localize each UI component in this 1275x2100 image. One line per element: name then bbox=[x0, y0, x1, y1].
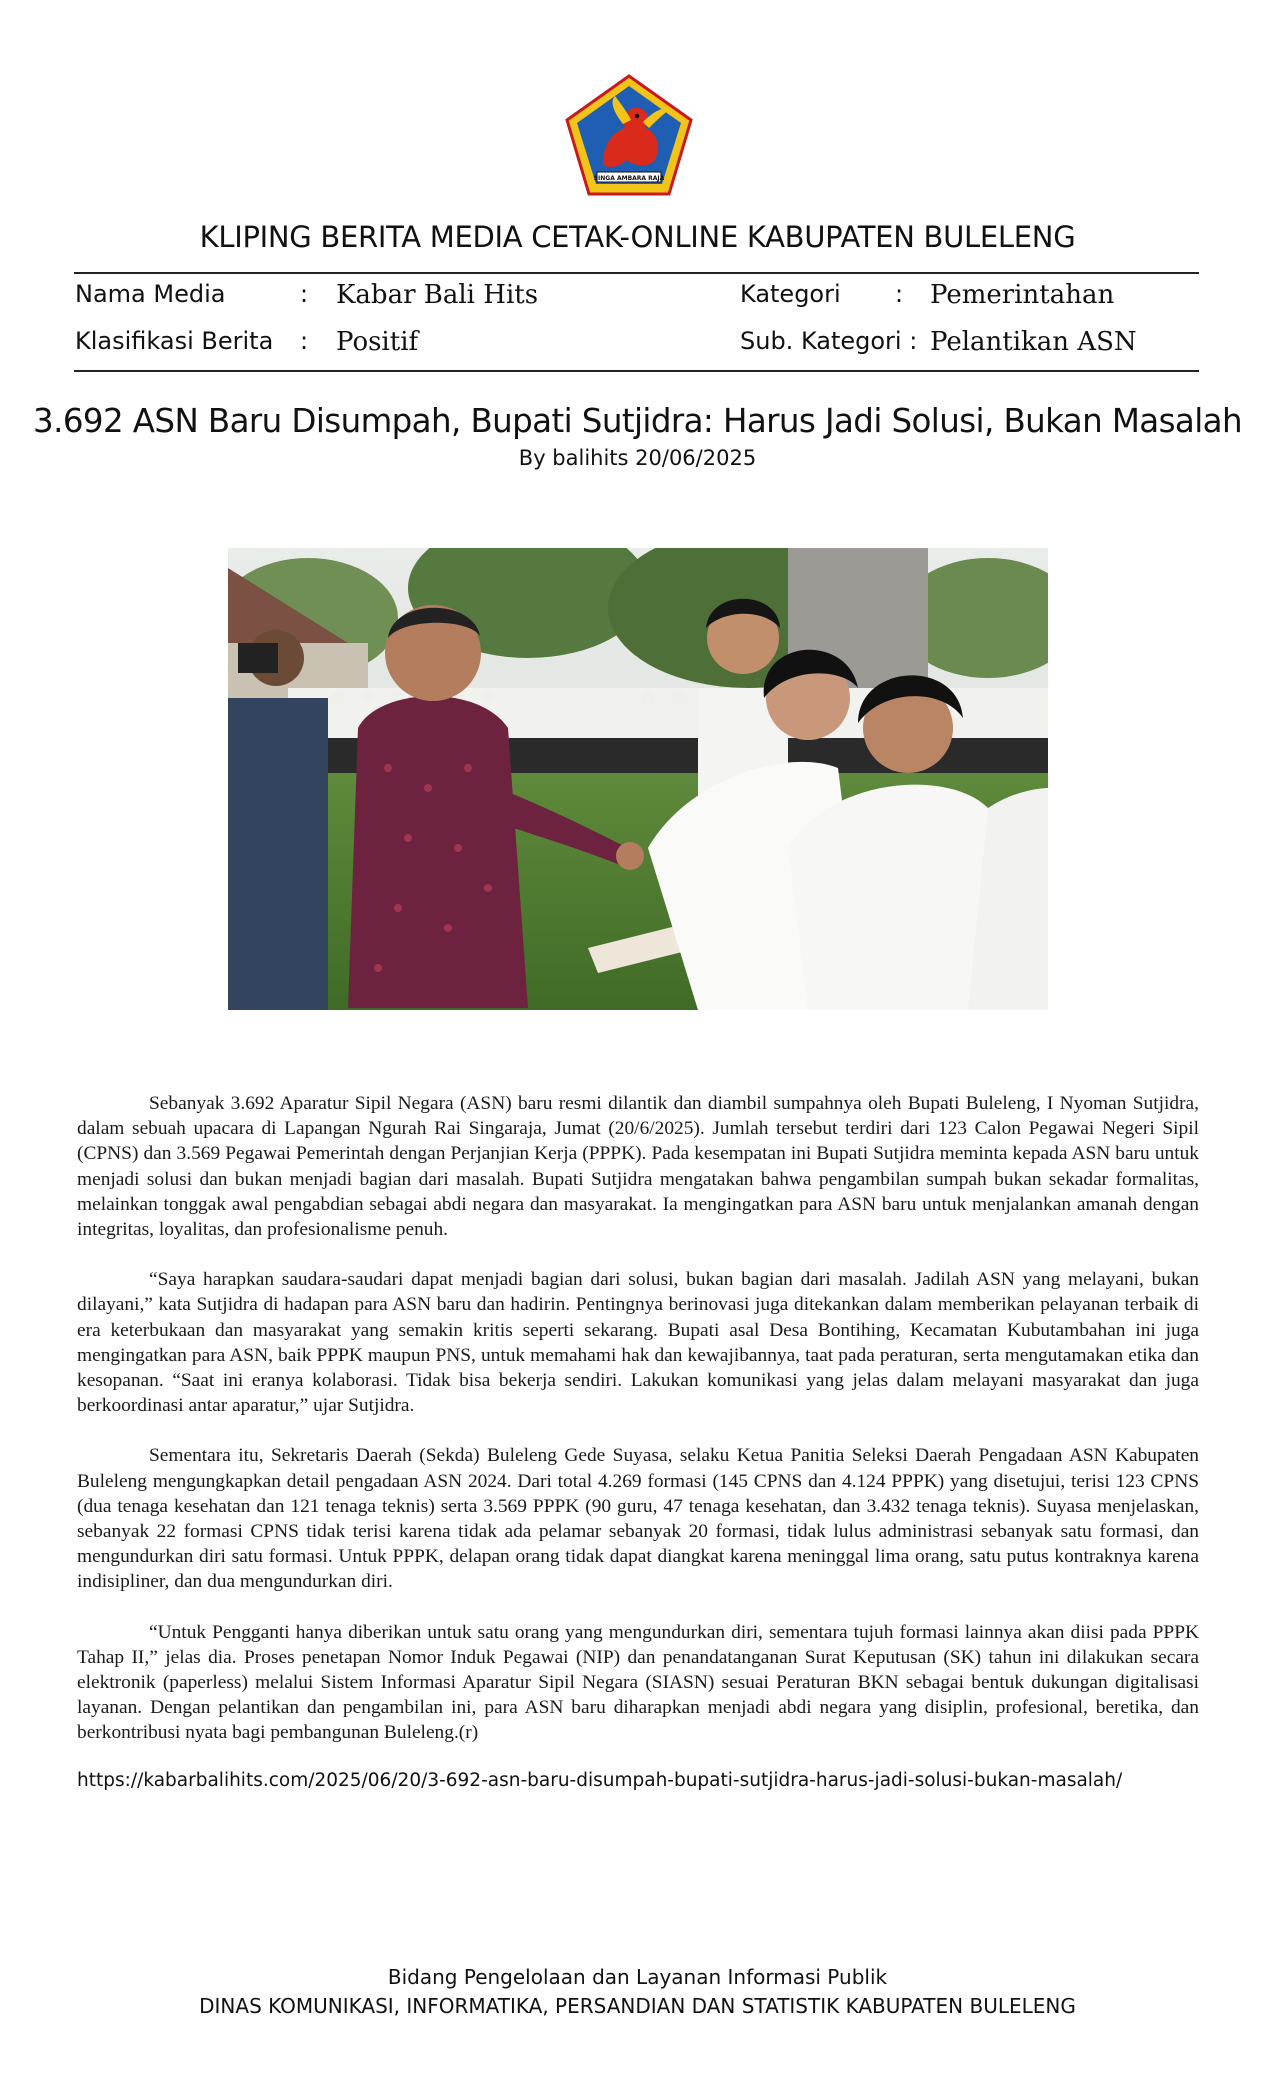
footer-agency: DINAS KOMUNIKASI, INFORMATIKA, PERSANDIAN DAN STATISTIK KABUPATEN BULELENG bbox=[199, 1994, 1076, 2018]
klasifikasi-value: Positif bbox=[336, 327, 419, 357]
header-divider-bottom bbox=[74, 370, 1199, 372]
article-body bbox=[77, 1091, 1199, 1771]
header-divider-top bbox=[74, 272, 1199, 274]
article-byline: By balihits 20/06/2025 bbox=[518, 446, 757, 470]
article-paragraph: Sebanyak 3.692 Aparatur Sipil Negara (ASN) baru resmi dilantik dan diambil sumpahnya oleh Bupati Buleleng, I Nyoman Sutjidra, dalam sebuah upacara di Lapangan Ngurah Rai Singaraja, Jumat (20/6/2025). Jumlah tersebut terdiri dari 123 Calon Pegawai Negeri Sipil (CPNS) dan 3.569 Pegawai Pemerintah dengan Perjanjian Kerja (PPPK). Pada kesempatan ini Bupati Sutjidra meminta kepada ASN baru untuk menjadi solusi dan bukan menjadi bagian dari masalah. Bupati Sutjidra mengatakan bahwa pengambilan sumpah bukan sekadar formalitas, melainkan tonggak awal pengabdian sebagai abdi negara dan masyarakat. Ia mengingatkan para ASN baru untuk menjalankan amanah dengan integritas, loyalitas, dan profesionalisme penuh. bbox=[77, 1093, 1199, 1241]
media-value: Kabar Bali Hits bbox=[336, 280, 539, 310]
footer-division: Bidang Pengelolaan dan Layanan Informasi Publik bbox=[387, 1965, 888, 1989]
subkategori-value: Pelantikan ASN bbox=[930, 327, 1137, 357]
klasifikasi-label: Klasifikasi Berita bbox=[75, 327, 274, 355]
article-headline: 3.692 ASN Baru Disumpah, Bupati Sutjidra: Harus Jadi Solusi, Bukan Masalah bbox=[33, 402, 1242, 440]
media-label: Nama Media bbox=[75, 280, 226, 308]
singa-ambara-raja-crest-icon bbox=[563, 74, 695, 198]
kategori-value: Pemerintahan bbox=[930, 280, 1115, 310]
article-paragraph: “Saya harapkan saudara-saudari dapat menjadi bagian dari solusi, bukan bagian dari masalah. Jadilah ASN yang melayani, bukan dilayani,” kata Sutjidra di hadapan para ASN baru dan hadirin. Pentingnya berinovasi juga ditekankan dalam memberikan pelayanan terbaik di era keterbukaan dan masyarakat yang semakin kritis seperti sekarang. Bupati asal Desa Bontihing, Kecamatan Kubutambahan ini juga mengingatkan para ASN, baik PPPK maupun PNS, untuk memahami hak dan kewajibannya, taat pada peraturan, serta mengutamakan etika dan kesopanan. “Saat ini eranya kolaborasi. Tidak bisa bekerja sendiri. Lakukan komunikasi yang jelas dalam melayani masyarakat dan juga berkoordinasi antar aparatur,” ujar Sutjidra. bbox=[77, 1269, 1199, 1417]
ceremony-handshake-photo bbox=[228, 548, 1048, 1010]
source-link[interactable]: https://kabarbalihits.com/2025/06/20/3-692-asn-baru-disumpah-bupati-sutjidra-harus-jadi-solusi-bukan-masalah/ bbox=[77, 1770, 1123, 1791]
document-title: KLIPING BERITA MEDIA CETAK-ONLINE KABUPATEN BULELENG bbox=[199, 220, 1076, 254]
article-paragraph: Sementara itu, Sekretaris Daerah (Sekda) Buleleng Gede Suyasa, selaku Ketua Panitia Seleksi Daerah Pengadaan ASN Kabupaten Buleleng mengungkapkan detail pengadaan ASN 2024. Dari total 4.269 formasi (145 CPNS dan 4.124 PPPK) yang disetujui, terisi 123 CPNS (dua tenaga kesehatan dan 121 tenaga teknis) serta 3.569 PPPK (90 guru, 47 tenaga kesehatan, dan 3.432 tenaga teknis). Suyasa menjelaskan, sebanyak 22 formasi CPNS tidak terisi karena tidak ada pelamar sebanyak 20 formasi, tidak lulus administrasi sebanyak satu formasi, dan mengundurkan diri satu formasi. Untuk PPPK, delapan orang tidak dapat diangkat karena meninggal lima orang, satu putus kontraknya karena indisipliner, dan dua mengundurkan diri. bbox=[77, 1445, 1199, 1593]
subkategori-label: Sub. Kategori : bbox=[740, 327, 918, 355]
logo-ribbon-text: SINGA AMBARA RAJA bbox=[593, 175, 665, 182]
kategori-colon: : bbox=[895, 280, 904, 308]
kategori-label: Kategori bbox=[740, 280, 841, 308]
article-paragraph: “Untuk Pengganti hanya diberikan untuk satu orang yang mengundurkan diri, sementara tujuh formasi lainnya akan diisi pada PPPK Tahap II,” jelas dia. Proses penetapan Nomor Induk Pegawai (NIP) dan penandatanganan Surat Keputusan (SK) tahun ini dilakukan secara elektronik (paperless) melalui Sistem Informasi Aparatur Sipil Negara (SIASN) sesuai Peraturan BKN sebagai bentuk dukungan digitalisasi layanan. Dengan pelantikan dan pengambilan ini, para ASN baru diharapkan menjadi abdi negara yang disiplin, profesional, beretika, dan berkontribusi nyata bagi pembangunan Buleleng.(r) bbox=[77, 1621, 1199, 1744]
klasifikasi-colon: : bbox=[300, 327, 309, 355]
media-colon: : bbox=[300, 280, 309, 308]
